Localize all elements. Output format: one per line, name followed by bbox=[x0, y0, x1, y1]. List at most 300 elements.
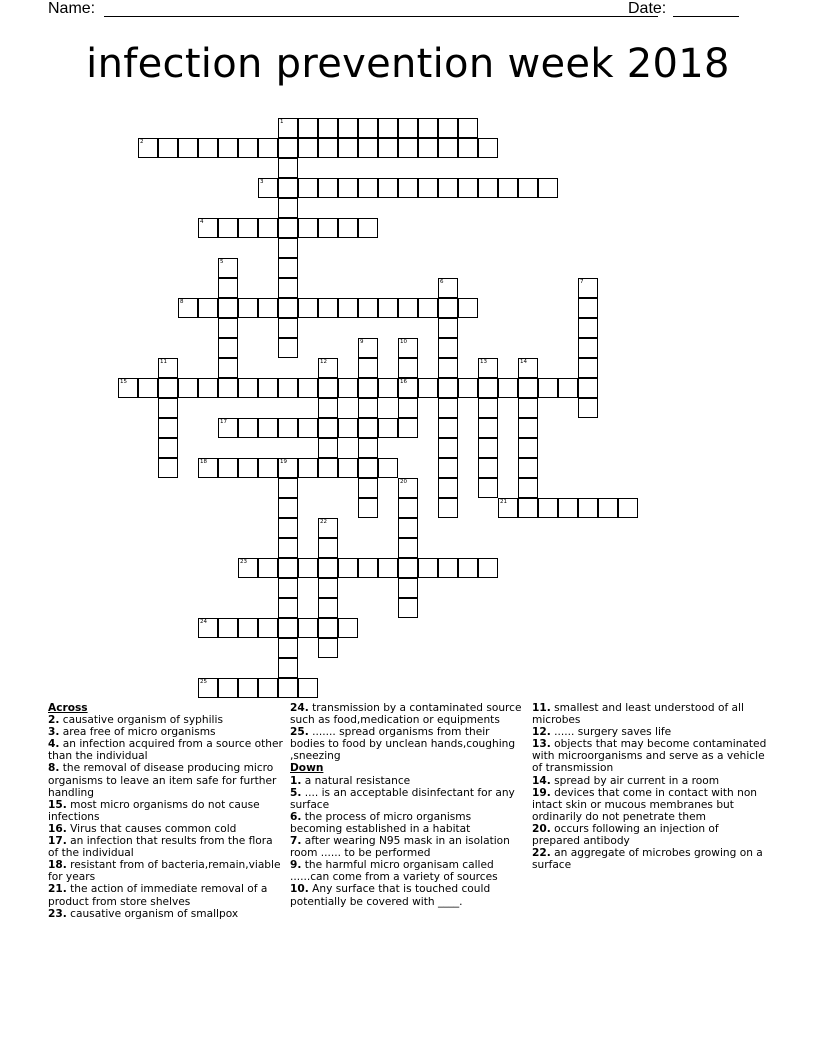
grid-cell[interactable] bbox=[278, 558, 298, 578]
grid-cell[interactable] bbox=[278, 678, 298, 698]
clue-number: 16 bbox=[400, 379, 407, 385]
grid-cell[interactable] bbox=[418, 138, 438, 158]
grid-cell[interactable] bbox=[358, 438, 378, 458]
grid-cell[interactable] bbox=[438, 338, 458, 358]
grid-cell[interactable] bbox=[338, 458, 358, 478]
grid-cell[interactable] bbox=[338, 118, 358, 138]
clue-column-3 bbox=[532, 702, 768, 871]
grid-cell[interactable] bbox=[438, 118, 458, 138]
grid-cell[interactable] bbox=[338, 138, 358, 158]
grid-cell[interactable] bbox=[358, 338, 378, 358]
name-label: Name: bbox=[48, 0, 96, 17]
clue-item-text: causative organism of smallpox bbox=[70, 907, 239, 920]
clue-item-number: 22. bbox=[532, 847, 551, 860]
grid-cell[interactable] bbox=[198, 618, 218, 638]
clue-item-text: an aggregate of microbes growing on a surface bbox=[532, 847, 763, 872]
grid-cell[interactable] bbox=[258, 458, 278, 478]
grid-cell[interactable] bbox=[358, 118, 378, 138]
grid-cell[interactable] bbox=[438, 498, 458, 518]
grid-cell[interactable] bbox=[318, 378, 338, 398]
grid-cell[interactable] bbox=[398, 518, 418, 538]
grid-cell[interactable] bbox=[158, 438, 178, 458]
grid-cell[interactable] bbox=[478, 398, 498, 418]
grid-cell[interactable] bbox=[518, 358, 538, 378]
grid-cell[interactable] bbox=[398, 578, 418, 598]
grid-cell[interactable] bbox=[378, 118, 398, 138]
grid-cell[interactable] bbox=[398, 418, 418, 438]
grid-cell[interactable] bbox=[218, 338, 238, 358]
grid-cell[interactable] bbox=[278, 598, 298, 618]
clue-number: 8 bbox=[180, 299, 184, 305]
grid-cell[interactable] bbox=[458, 178, 478, 198]
clue-number: 10 bbox=[400, 339, 407, 345]
grid-cell[interactable] bbox=[298, 218, 318, 238]
clue-item-number: 9. bbox=[290, 859, 302, 872]
grid-cell[interactable] bbox=[318, 418, 338, 438]
grid-cell[interactable] bbox=[358, 138, 378, 158]
clue-item-number: 17. bbox=[48, 835, 67, 848]
grid-cell[interactable] bbox=[298, 678, 318, 698]
clue-number: 9 bbox=[360, 339, 364, 345]
clue-number: 4 bbox=[200, 219, 204, 225]
grid-cell[interactable] bbox=[198, 378, 218, 398]
grid-cell[interactable] bbox=[358, 378, 378, 398]
grid-cell[interactable] bbox=[238, 418, 258, 438]
grid-cell[interactable] bbox=[258, 138, 278, 158]
grid-cell[interactable] bbox=[218, 298, 238, 318]
grid-cell[interactable] bbox=[278, 518, 298, 538]
grid-cell[interactable] bbox=[318, 558, 338, 578]
clue-item-text: ...... surgery saves life bbox=[554, 726, 672, 739]
grid-cell[interactable] bbox=[438, 458, 458, 478]
grid-cell[interactable] bbox=[398, 558, 418, 578]
clue-item bbox=[48, 726, 284, 738]
grid-cell[interactable] bbox=[418, 178, 438, 198]
grid-cell[interactable] bbox=[378, 458, 398, 478]
grid-cell[interactable] bbox=[378, 138, 398, 158]
grid-cell[interactable] bbox=[218, 618, 238, 638]
grid-cell[interactable] bbox=[218, 418, 238, 438]
grid-cell[interactable] bbox=[178, 378, 198, 398]
grid-cell[interactable] bbox=[218, 258, 238, 278]
grid-cell[interactable] bbox=[298, 138, 318, 158]
grid-cell[interactable] bbox=[298, 178, 318, 198]
grid-cell[interactable] bbox=[158, 138, 178, 158]
grid-cell[interactable] bbox=[298, 458, 318, 478]
grid-cell[interactable] bbox=[358, 498, 378, 518]
grid-cell[interactable] bbox=[478, 178, 498, 198]
grid-cell[interactable] bbox=[578, 318, 598, 338]
grid-cell[interactable] bbox=[398, 338, 418, 358]
grid-cell[interactable] bbox=[238, 558, 258, 578]
grid-cell[interactable] bbox=[198, 458, 218, 478]
clue-item-text: transmission by a contaminated source such as food,medication or equipments bbox=[290, 702, 522, 727]
grid-cell[interactable] bbox=[338, 378, 358, 398]
grid-cell[interactable] bbox=[298, 418, 318, 438]
grid-cell[interactable] bbox=[318, 298, 338, 318]
clue-number: 13 bbox=[480, 359, 487, 365]
grid-cell[interactable] bbox=[438, 418, 458, 438]
clue-item-number: 4. bbox=[48, 738, 60, 751]
grid-cell[interactable] bbox=[378, 178, 398, 198]
clue-number: 7 bbox=[580, 279, 584, 285]
grid-cell[interactable] bbox=[278, 258, 298, 278]
grid-cell[interactable] bbox=[478, 418, 498, 438]
grid-cell[interactable] bbox=[258, 618, 278, 638]
grid-cell[interactable] bbox=[218, 318, 238, 338]
grid-cell[interactable] bbox=[518, 438, 538, 458]
grid-cell[interactable] bbox=[198, 218, 218, 238]
grid-cell[interactable] bbox=[358, 458, 378, 478]
grid-cell[interactable] bbox=[398, 538, 418, 558]
grid-cell[interactable] bbox=[598, 498, 618, 518]
clue-section-heading: Across bbox=[48, 702, 88, 714]
clue-item bbox=[48, 738, 284, 762]
grid-cell[interactable] bbox=[278, 178, 298, 198]
grid-cell[interactable] bbox=[318, 638, 338, 658]
clue-item-number: 18. bbox=[48, 859, 67, 872]
grid-cell[interactable] bbox=[278, 638, 298, 658]
grid-cell[interactable] bbox=[338, 618, 358, 638]
grid-cell[interactable] bbox=[278, 458, 298, 478]
clue-item-number: 23. bbox=[48, 907, 67, 920]
grid-cell[interactable] bbox=[398, 398, 418, 418]
grid-cell[interactable] bbox=[358, 398, 378, 418]
grid-cell[interactable] bbox=[258, 378, 278, 398]
grid-cell[interactable] bbox=[358, 298, 378, 318]
clue-item-text: occurs following an injection of prepared antibody bbox=[532, 822, 719, 848]
clue-item-text: .... is an acceptable disinfectant for any surface bbox=[290, 786, 515, 811]
grid-cell[interactable] bbox=[358, 218, 378, 238]
clue-item-text: devices that come in contact with non intact skin or mucous membranes but ordinarily do not penetrate them bbox=[532, 786, 758, 823]
grid-cell[interactable] bbox=[238, 138, 258, 158]
grid-cell[interactable] bbox=[258, 678, 278, 698]
grid-cell[interactable] bbox=[518, 458, 538, 478]
clue-item bbox=[48, 823, 284, 835]
clue-item bbox=[48, 714, 284, 726]
grid-cell[interactable] bbox=[278, 118, 298, 138]
clue-item bbox=[532, 823, 768, 847]
clue-item-text: ....... spread organisms from their bodies to food by unclean hands,coughing ,sneezing bbox=[290, 726, 516, 763]
grid-cell[interactable] bbox=[458, 298, 478, 318]
grid-cell[interactable] bbox=[478, 378, 498, 398]
grid-cell[interactable] bbox=[278, 198, 298, 218]
grid-cell[interactable] bbox=[438, 138, 458, 158]
grid-cell[interactable] bbox=[318, 358, 338, 378]
clue-item-text: spread by air current in a room bbox=[554, 774, 720, 787]
grid-cell[interactable] bbox=[498, 178, 518, 198]
grid-cell[interactable] bbox=[298, 118, 318, 138]
grid-cell[interactable] bbox=[438, 358, 458, 378]
grid-cell[interactable] bbox=[518, 478, 538, 498]
clue-item bbox=[290, 883, 526, 907]
clue-item bbox=[290, 775, 526, 787]
grid-cell[interactable] bbox=[278, 578, 298, 598]
grid-cell[interactable] bbox=[318, 438, 338, 458]
grid-cell[interactable] bbox=[338, 558, 358, 578]
grid-cell[interactable] bbox=[218, 218, 238, 238]
grid-cell[interactable] bbox=[338, 418, 358, 438]
grid-cell[interactable] bbox=[258, 178, 278, 198]
grid-cell[interactable] bbox=[138, 138, 158, 158]
grid-cell[interactable] bbox=[318, 458, 338, 478]
grid-cell[interactable] bbox=[198, 138, 218, 158]
grid-cell[interactable] bbox=[578, 278, 598, 298]
grid-cell[interactable] bbox=[278, 218, 298, 238]
clue-item-text: causative organism of syphilis bbox=[62, 714, 223, 727]
grid-cell[interactable] bbox=[278, 278, 298, 298]
grid-cell[interactable] bbox=[418, 298, 438, 318]
clue-item-text: smallest and least understood of all microbes bbox=[532, 702, 744, 727]
grid-cell[interactable] bbox=[478, 458, 498, 478]
grid-cell[interactable] bbox=[478, 558, 498, 578]
clue-item bbox=[48, 835, 284, 859]
grid-cell[interactable] bbox=[398, 118, 418, 138]
grid-cell[interactable] bbox=[578, 498, 598, 518]
grid-cell[interactable] bbox=[478, 138, 498, 158]
grid-cell[interactable] bbox=[318, 618, 338, 638]
grid-cell[interactable] bbox=[458, 138, 478, 158]
clue-item bbox=[290, 811, 526, 835]
grid-cell[interactable] bbox=[458, 378, 478, 398]
clue-item-text: Virus that causes common cold bbox=[70, 822, 237, 835]
grid-cell[interactable] bbox=[578, 358, 598, 378]
grid-cell[interactable] bbox=[278, 478, 298, 498]
grid-cell[interactable] bbox=[418, 378, 438, 398]
grid-cell[interactable] bbox=[278, 338, 298, 358]
grid-cell[interactable] bbox=[498, 498, 518, 518]
grid-cell[interactable] bbox=[538, 378, 558, 398]
grid-cell[interactable] bbox=[378, 418, 398, 438]
clue-item-text: the action of immediate removal of a product from store shelves bbox=[48, 883, 268, 908]
grid-cell[interactable] bbox=[618, 498, 638, 518]
grid-cell[interactable] bbox=[238, 218, 258, 238]
grid-cell[interactable] bbox=[218, 278, 238, 298]
grid-cell[interactable] bbox=[358, 418, 378, 438]
grid-cell[interactable] bbox=[578, 298, 598, 318]
grid-cell[interactable] bbox=[158, 378, 178, 398]
grid-cell[interactable] bbox=[378, 558, 398, 578]
grid-cell[interactable] bbox=[378, 298, 398, 318]
clue-item-text: the removal of disease producing micro organisms to leave an item safe for further handling bbox=[48, 762, 277, 799]
grid-cell[interactable] bbox=[438, 378, 458, 398]
clue-number: 18 bbox=[200, 459, 207, 465]
grid-cell[interactable] bbox=[398, 358, 418, 378]
clue-item-number: 10. bbox=[290, 883, 309, 896]
grid-cell[interactable] bbox=[578, 338, 598, 358]
grid-cell[interactable] bbox=[578, 378, 598, 398]
grid-cell[interactable] bbox=[438, 558, 458, 578]
grid-cell[interactable] bbox=[518, 418, 538, 438]
grid-cell[interactable] bbox=[398, 498, 418, 518]
clue-number: 14 bbox=[520, 359, 527, 365]
grid-cell[interactable] bbox=[438, 398, 458, 418]
grid-cell[interactable] bbox=[418, 118, 438, 138]
grid-cell[interactable] bbox=[318, 518, 338, 538]
grid-cell[interactable] bbox=[438, 178, 458, 198]
grid-cell[interactable] bbox=[118, 378, 138, 398]
grid-cell[interactable] bbox=[278, 298, 298, 318]
grid-cell[interactable] bbox=[278, 158, 298, 178]
clue-item-number: 12. bbox=[532, 726, 551, 739]
grid-cell[interactable] bbox=[358, 478, 378, 498]
grid-cell[interactable] bbox=[398, 138, 418, 158]
grid-cell[interactable] bbox=[398, 598, 418, 618]
grid-cell[interactable] bbox=[398, 478, 418, 498]
grid-cell[interactable] bbox=[218, 378, 238, 398]
grid-cell[interactable] bbox=[298, 618, 318, 638]
grid-cell[interactable] bbox=[518, 398, 538, 418]
grid-cell[interactable] bbox=[158, 398, 178, 418]
grid-cell[interactable] bbox=[198, 678, 218, 698]
page-title: infection prevention week 2018 bbox=[86, 41, 730, 87]
grid-cell[interactable] bbox=[158, 458, 178, 478]
grid-cell[interactable] bbox=[458, 558, 478, 578]
grid-cell[interactable] bbox=[318, 178, 338, 198]
grid-cell[interactable] bbox=[438, 318, 458, 338]
grid-cell[interactable] bbox=[478, 478, 498, 498]
clue-item-text: the harmful micro organisam called ......can come from a variety of sources bbox=[290, 859, 498, 884]
grid-cell[interactable] bbox=[278, 378, 298, 398]
grid-cell[interactable] bbox=[478, 358, 498, 378]
grid-cell[interactable] bbox=[238, 298, 258, 318]
grid-cell[interactable] bbox=[278, 498, 298, 518]
grid-cell[interactable] bbox=[438, 278, 458, 298]
grid-cell[interactable] bbox=[318, 398, 338, 418]
clue-item-text: resistant from of bacteria,remain,viable for years bbox=[48, 859, 281, 884]
grid-cell[interactable] bbox=[318, 598, 338, 618]
grid-cell[interactable] bbox=[398, 378, 418, 398]
grid-cell[interactable] bbox=[478, 438, 498, 458]
date-label: Date: bbox=[628, 0, 667, 17]
clue-item-number: 2. bbox=[48, 714, 60, 727]
clue-number: 11 bbox=[160, 359, 167, 365]
grid-cell[interactable] bbox=[578, 398, 598, 418]
clue-item bbox=[290, 835, 526, 859]
grid-cell[interactable] bbox=[438, 478, 458, 498]
grid-cell[interactable] bbox=[358, 558, 378, 578]
grid-cell[interactable] bbox=[458, 118, 478, 138]
grid-cell[interactable] bbox=[438, 438, 458, 458]
grid-cell[interactable] bbox=[258, 298, 278, 318]
grid-cell[interactable] bbox=[518, 378, 538, 398]
clue-number: 24 bbox=[200, 619, 207, 625]
grid-cell[interactable] bbox=[278, 538, 298, 558]
grid-cell[interactable] bbox=[358, 358, 378, 378]
clue-item bbox=[290, 702, 526, 726]
grid-cell[interactable] bbox=[258, 218, 278, 238]
grid-cell[interactable] bbox=[438, 298, 458, 318]
grid-cell[interactable] bbox=[298, 378, 318, 398]
clue-item-number: 14. bbox=[532, 774, 551, 787]
clue-item-number: 21. bbox=[48, 883, 67, 896]
clue-item-text: an infection acquired from a source other than the individual bbox=[48, 738, 283, 763]
grid-cell[interactable] bbox=[558, 378, 578, 398]
grid-cell[interactable] bbox=[518, 178, 538, 198]
clue-number: 17 bbox=[220, 419, 227, 425]
clue-item-number: 11. bbox=[532, 702, 551, 714]
grid-cell[interactable] bbox=[138, 378, 158, 398]
grid-cell[interactable] bbox=[558, 498, 578, 518]
grid-cell[interactable] bbox=[278, 138, 298, 158]
grid-cell[interactable] bbox=[158, 358, 178, 378]
clue-item-number: 24. bbox=[290, 702, 309, 714]
grid-cell[interactable] bbox=[238, 678, 258, 698]
grid-cell[interactable] bbox=[218, 358, 238, 378]
grid-cell[interactable] bbox=[178, 298, 198, 318]
grid-cell[interactable] bbox=[318, 138, 338, 158]
clue-item-number: 8. bbox=[48, 762, 60, 775]
clue-item bbox=[48, 883, 284, 907]
clue-item bbox=[532, 702, 768, 726]
grid-cell[interactable] bbox=[398, 298, 418, 318]
grid-cell[interactable] bbox=[378, 378, 398, 398]
clue-item-number: 13. bbox=[532, 738, 551, 751]
grid-cell[interactable] bbox=[278, 658, 298, 678]
grid-cell[interactable] bbox=[158, 418, 178, 438]
grid-cell[interactable] bbox=[318, 578, 338, 598]
grid-cell[interactable] bbox=[358, 178, 378, 198]
grid-cell[interactable] bbox=[178, 138, 198, 158]
grid-cell[interactable] bbox=[258, 558, 278, 578]
grid-cell[interactable] bbox=[258, 418, 278, 438]
clue-item-text: objects that may become contaminated with microorganisms and serve as a vehicle of transmission bbox=[532, 738, 767, 775]
clue-number: 5 bbox=[220, 259, 224, 265]
grid-cell[interactable] bbox=[318, 218, 338, 238]
grid-cell[interactable] bbox=[518, 498, 538, 518]
grid-cell[interactable] bbox=[238, 618, 258, 638]
grid-cell[interactable] bbox=[218, 678, 238, 698]
grid-cell[interactable] bbox=[498, 378, 518, 398]
grid-cell[interactable] bbox=[298, 298, 318, 318]
grid-cell[interactable] bbox=[218, 458, 238, 478]
clue-item-text: an infection that results from the flora of the individual bbox=[48, 835, 273, 860]
clue-item-number: 3. bbox=[48, 726, 60, 739]
clue-section-heading: Down bbox=[290, 762, 324, 775]
clue-number: 1 bbox=[280, 119, 284, 125]
grid-cell[interactable] bbox=[538, 178, 558, 198]
clue-item bbox=[532, 787, 768, 823]
clue-item bbox=[532, 847, 768, 871]
grid-cell[interactable] bbox=[318, 538, 338, 558]
grid-cell[interactable] bbox=[218, 138, 238, 158]
grid-cell[interactable] bbox=[418, 558, 438, 578]
grid-cell[interactable] bbox=[198, 298, 218, 318]
clue-item bbox=[48, 908, 284, 920]
clue-column-1 bbox=[48, 702, 284, 920]
clue-item-number: 16. bbox=[48, 822, 67, 835]
clue-item-text: the process of micro organisms becoming established in a habitat bbox=[290, 810, 472, 835]
clue-item bbox=[532, 738, 768, 774]
grid-cell[interactable] bbox=[338, 298, 358, 318]
grid-cell[interactable] bbox=[278, 418, 298, 438]
grid-cell[interactable] bbox=[238, 458, 258, 478]
grid-cell[interactable] bbox=[318, 118, 338, 138]
grid-cell[interactable] bbox=[298, 558, 318, 578]
clue-item-number: 1. bbox=[290, 774, 302, 787]
clue-number: 12 bbox=[320, 359, 327, 365]
clue-item bbox=[290, 859, 526, 883]
grid-cell[interactable] bbox=[238, 378, 258, 398]
grid-cell[interactable] bbox=[278, 238, 298, 258]
grid-cell[interactable] bbox=[338, 178, 358, 198]
grid-cell[interactable] bbox=[398, 178, 418, 198]
grid-cell[interactable] bbox=[278, 618, 298, 638]
grid-cell[interactable] bbox=[338, 218, 358, 238]
grid-cell[interactable] bbox=[278, 318, 298, 338]
grid-cell[interactable] bbox=[538, 498, 558, 518]
clue-number: 19 bbox=[280, 459, 287, 465]
